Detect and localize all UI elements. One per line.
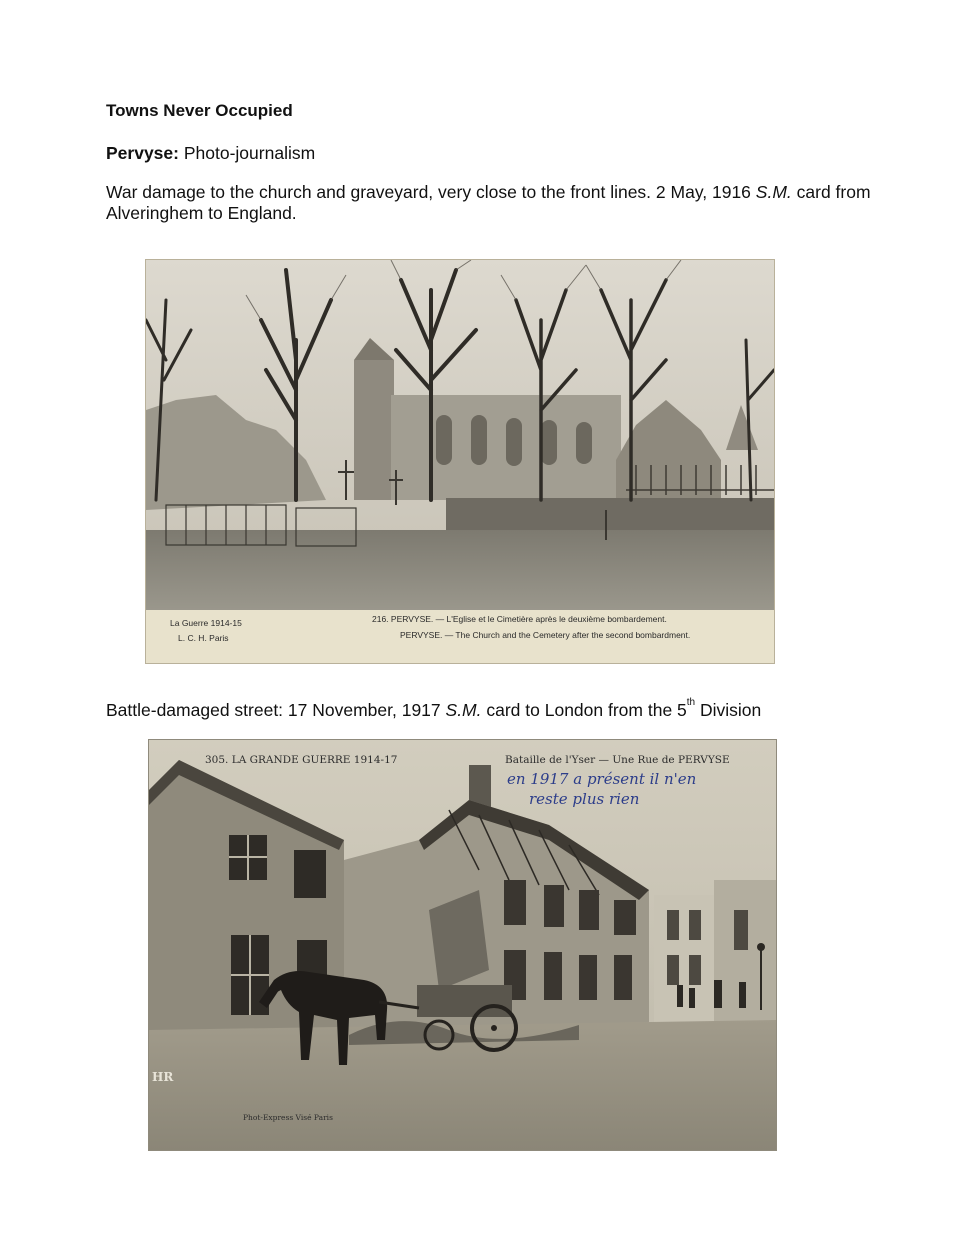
subheading: [106, 143, 315, 164]
postcard-church-cemetery: [146, 260, 774, 663]
card1-caption-french: 216. PERVYSE. — L'Eglise et le Cimetière après le deuxième bombardement.: [372, 614, 667, 624]
church-ruins-photo: [146, 260, 774, 610]
desc2-italic: S.M.: [445, 700, 482, 720]
subhead-text: Photo-journalism: [183, 143, 316, 163]
desc2-part2: card to London from the 5: [481, 700, 687, 720]
subhead-label: Pervyse:: [106, 143, 179, 163]
desc2-sup: th: [686, 697, 696, 708]
card1-caption-series: La Guerre 1914-15: [170, 618, 242, 628]
card1-caption-publisher: L. C. H. Paris: [178, 633, 229, 643]
desc1-part1: War damage to the church and graveyard, very close to the front lines. 2 May, 1916: [106, 182, 756, 202]
desc2-part3: Division: [695, 700, 762, 720]
card1-caption-english: PERVYSE. — The Church and the Cemetery after the second bombardment.: [400, 630, 691, 640]
card2-caption-title: Bataille de l'Yser — Une Rue de PERVYSE: [505, 754, 730, 766]
card2-handwriting-line1: en 1917 a présent il n'en: [507, 770, 697, 788]
card2-description: [106, 697, 762, 721]
card2-handwriting-line2: reste plus rien: [529, 790, 640, 808]
desc2-part1: Battle-damaged street: 17 November, 1917: [106, 700, 446, 720]
desc1-italic: S.M.: [755, 182, 792, 202]
damaged-street-photo: [149, 740, 776, 1150]
postcard-street-pervyse: [149, 740, 776, 1150]
card2-publisher: Phot-Express Visé Paris: [243, 1113, 333, 1122]
card1-description: [106, 182, 876, 224]
page-heading: Towns Never Occupied: [106, 101, 293, 120]
desc1-part2: card from Alveringhem to England.: [106, 182, 871, 223]
card2-monogram: HR: [152, 1070, 174, 1084]
card2-caption-series: 305. LA GRANDE GUERRE 1914-17: [205, 754, 398, 766]
